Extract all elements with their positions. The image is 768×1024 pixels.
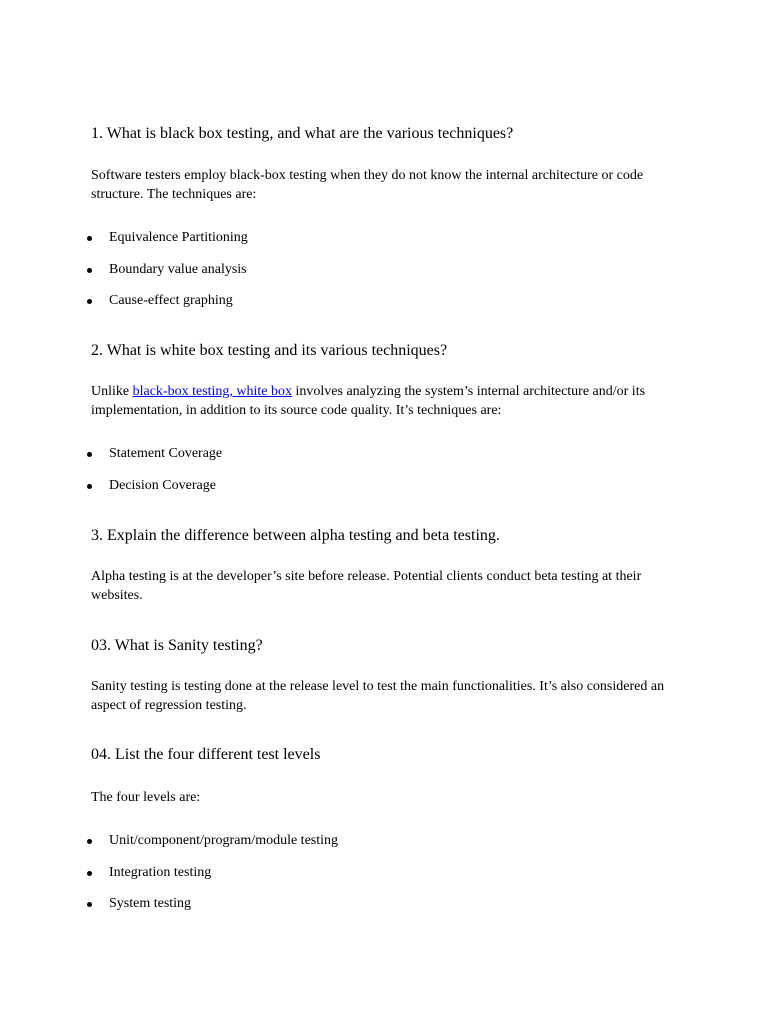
heading-sanity-testing: 03. What is Sanity testing? [91,637,263,654]
bullet-icon [87,452,92,457]
list-item-text: Boundary value analysis [109,262,247,277]
paragraph-alpha-beta-testing: Alpha testing is at the developer’s site before release. Potential clients conduct beta testing at their websites. [91,569,642,603]
list-item-text: Equivalence Partitioning [109,230,248,245]
list-item-text: Statement Coverage [109,446,223,461]
list-item-text: Decision Coverage [109,478,216,493]
paragraph-black-box-testing: Software testers employ black-box testing when they do not know the internal architecture or code structure. The techniques are: [91,168,644,202]
heading-white-box-testing: 2. What is white box testing and its various techniques? [91,342,448,359]
bullet-icon [87,839,92,844]
heading-test-levels: 04. List the four different test levels [91,746,321,763]
bullet-icon [87,902,92,907]
bullet-icon [87,236,92,241]
bullet-icon [87,484,92,489]
list-item-text: Integration testing [109,865,212,880]
list-item-text: System testing [109,896,192,911]
heading-alpha-beta-testing: 3. Explain the difference between alpha testing and beta testing. [91,527,500,544]
bullet-icon [87,268,92,273]
bullet-icon [87,299,92,304]
paragraph-suffix: involves analyzing the system’s internal architecture and/or its implementation, in addition to its source code quality. It’s techniques are: [91,384,646,418]
black-box-testing-link[interactable]: black-box testing, white box [132,384,293,399]
list-item-text: Cause-effect graphing [109,293,233,308]
paragraph-sanity-testing: Sanity testing is testing done at the release level to test the main functionalities. It’s also considered an aspect of regression testing. [91,679,665,713]
list-item-text: Unit/component/program/module testing [109,833,339,848]
paragraph-test-levels: The four levels are: [91,790,201,805]
paragraph-prefix: Unlike [91,384,133,399]
paragraph-white-box-testing [91,383,691,420]
bullet-icon [87,871,92,876]
heading-black-box-testing: 1. What is black box testing, and what are the various techniques? [91,125,514,142]
